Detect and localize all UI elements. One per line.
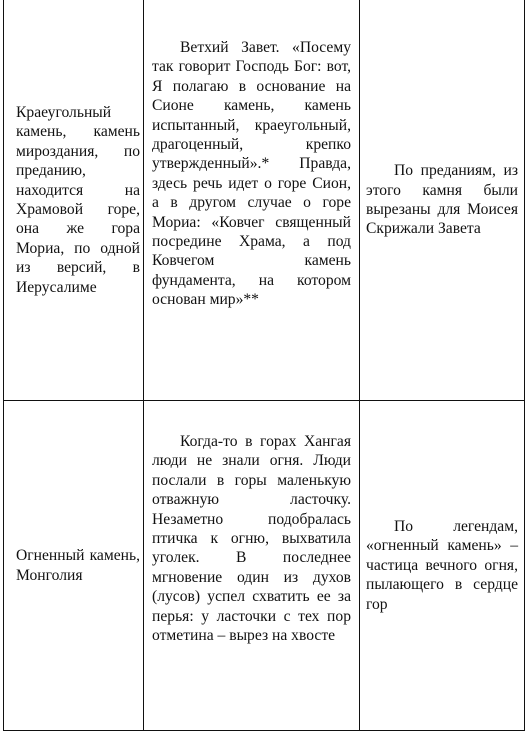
row-1-property-cell [366,0,518,400]
row-1-property: По преданиям, из этого камня были вырезаны для Моисея Скрижали Завета [366,162,518,238]
row-2-property-cell [366,400,518,731]
row-2-legend: Когда-то в горах Хангая люди не знали огня. Люди послали в горы маленькую отважную ласточку. Незаметно подобралась птичка к огню, выхватила уголек. В последнее мгновение один из духов (лусов) успел схватить ее за перья: у ласточки с тех пор отметина – вырез на хвосте [152,433,351,645]
row-2-property: По легендам, «огненный камень» – частица вечного огня, пылающего в сердце гор [366,517,518,613]
row-1-legend: Ветхий Завет. «Посему так говорит Господь Бог: вот, Я полагаю в основание на Сионе камень, камень испытанный, краеугольный, драгоценный, крепко утвержденный».* Правда, здесь речь идет о горе Сион, а в другом случае о горе Мориа: «Ковчег священный посредине Храма, а под Ковчегом камень фундамента, на котором основан мир»** [152,39,351,309]
row-1-name-cell [16,0,140,400]
row-1-name: Краеугольный камень, камень мироздания, по преданию, находится на Храмовой горе, она же гора Мориа, по одной из версий, в Иерусалиме [16,103,140,296]
column-divider [359,0,360,730]
row-1-legend-cell [152,38,351,368]
row-2-name: Огненный камень, Монголия [16,547,140,584]
row-2-name-cell [16,400,140,731]
column-divider [143,0,144,730]
stones-table [3,0,525,731]
row-2-legend-cell [152,432,351,702]
